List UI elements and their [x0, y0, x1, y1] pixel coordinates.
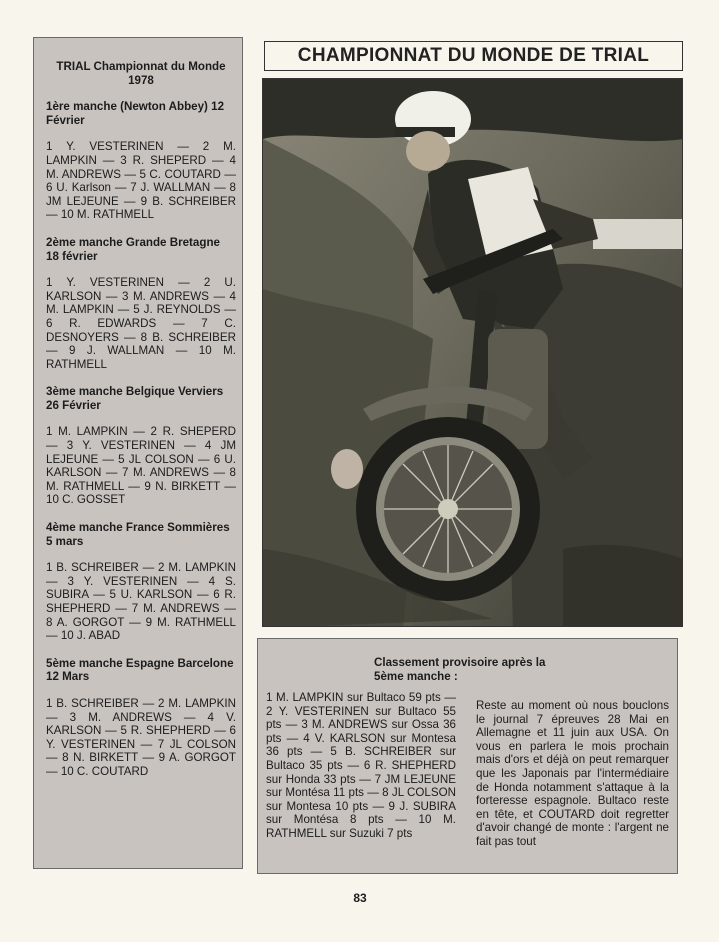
race-entry — [46, 100, 236, 222]
sidebar-title: TRIAL Championnat du Monde 1978 — [56, 60, 226, 87]
race-heading: 1ère manche (Newton Abbey) 12 Février — [46, 100, 225, 127]
race-entry — [46, 236, 236, 371]
standings-box — [257, 638, 678, 874]
race-heading: 3ème manche Belgique Verviers 26 Février — [46, 385, 224, 412]
race-results: 1 M. LAMPKIN — 2 R. SHEPERD — 3 Y. VESTERINEN — 4 JM LEJEUNE — 5 JL COLSON — 6 U. KARLSON — 7 M. ANDREWS — 8 M. RATHMELL — 9 N. BIRKETT — 10 C. GOSSET — [46, 425, 236, 507]
race-entry — [46, 385, 236, 507]
race-heading: 2ème manche Grande Bretagne 18 février — [46, 235, 220, 263]
standings-commentary: Reste au moment où nous bouclons le journal 7 épreuves 28 Mai en Allemagne et 11 juin aux USA. On vous en parlera le mois prochain mais d'ors et déjà on peut remarquer que les Japonais par l'intermédiaire de Honda notamment s'attaque à la forteresse espagnole. Bultaco reste en tête, et COUTARD doit regretter d'avoir changé de monte : l'argent ne fait pas tout — [476, 699, 669, 848]
race-heading: 4ème manche France Sommières 5 mars — [46, 521, 230, 548]
race-heading: 5ème manche Espagne Barcelone 12 Mars — [46, 656, 234, 684]
race-entry — [46, 657, 236, 779]
race-results: 1 Y. VESTERINEN — 2 U. KARLSON — 3 M. ANDREWS — 4 M. LAMPKIN — 5 J. REYNOLDS — 6 R. EDWARDS — 7 C. DESNOYERS — 8 B. SCHREIBER — 9 J. WALLMAN — 10 M. RATHMELL — [46, 276, 236, 371]
page-title: CHAMPIONNAT DU MONDE DE TRIAL — [264, 41, 683, 71]
race-entry — [46, 521, 236, 643]
race-results: 1 B. SCHREIBER — 2 M. LAMPKIN — 3 Y. VESTERINEN — 4 S. SUBIRA — 5 U. KARLSON — 6 R. SHEPHERD — 7 M. ANDREWS — 8 A. GORGOT — 9 M. RATHMELL — 10 J. ABAD — [46, 561, 236, 643]
standings-list: 1 M. LAMPKIN sur Bultaco 59 pts — 2 Y. VESTERINEN sur Bultaco 55 pts — 3 M. ANDREWS sur Ossa 36 pts — 4 V. KARLSON sur Montesa 36 pts — 5 B. SCHREIBER sur Bultaco 35 pts — 6 R. SHEPHERD sur Honda 33 pts — 7 JM LEJEUNE sur Montésa 11 pts — 8 JL COLSON sur Montesa 10 pts — 9 J. SUBIRA sur Montésa 8 pts — 10 M. RATHMELL sur Suzuki 7 pts — [266, 691, 456, 840]
race-results: 1 B. SCHREIBER — 2 M. LAMPKIN — 3 M. ANDREWS — 4 V. KARLSON — 5 R. SHEPHERD — 6 Y. VESTERINEN — 7 JL COLSON — 8 N. BIRKETT — 9 A. GORGOT — 10 C. COUTARD — [46, 696, 236, 778]
trial-rider-photo — [262, 78, 683, 627]
page-number: 83 — [353, 891, 367, 905]
race-results-sidebar — [33, 37, 243, 869]
race-results: 1 Y. VESTERINEN — 2 M. LAMPKIN — 3 R. SHEPERD — 4 M. ANDREWS — 5 C. COUTARD — 6 U. Karlson — 7 J. WALLMAN — 8 JM LEJEUNE — 9 B. SCHREIBER — 10 M. RATHMELL — [46, 140, 236, 222]
standings-heading: Classement provisoire après la 5ème manche : — [374, 656, 546, 683]
